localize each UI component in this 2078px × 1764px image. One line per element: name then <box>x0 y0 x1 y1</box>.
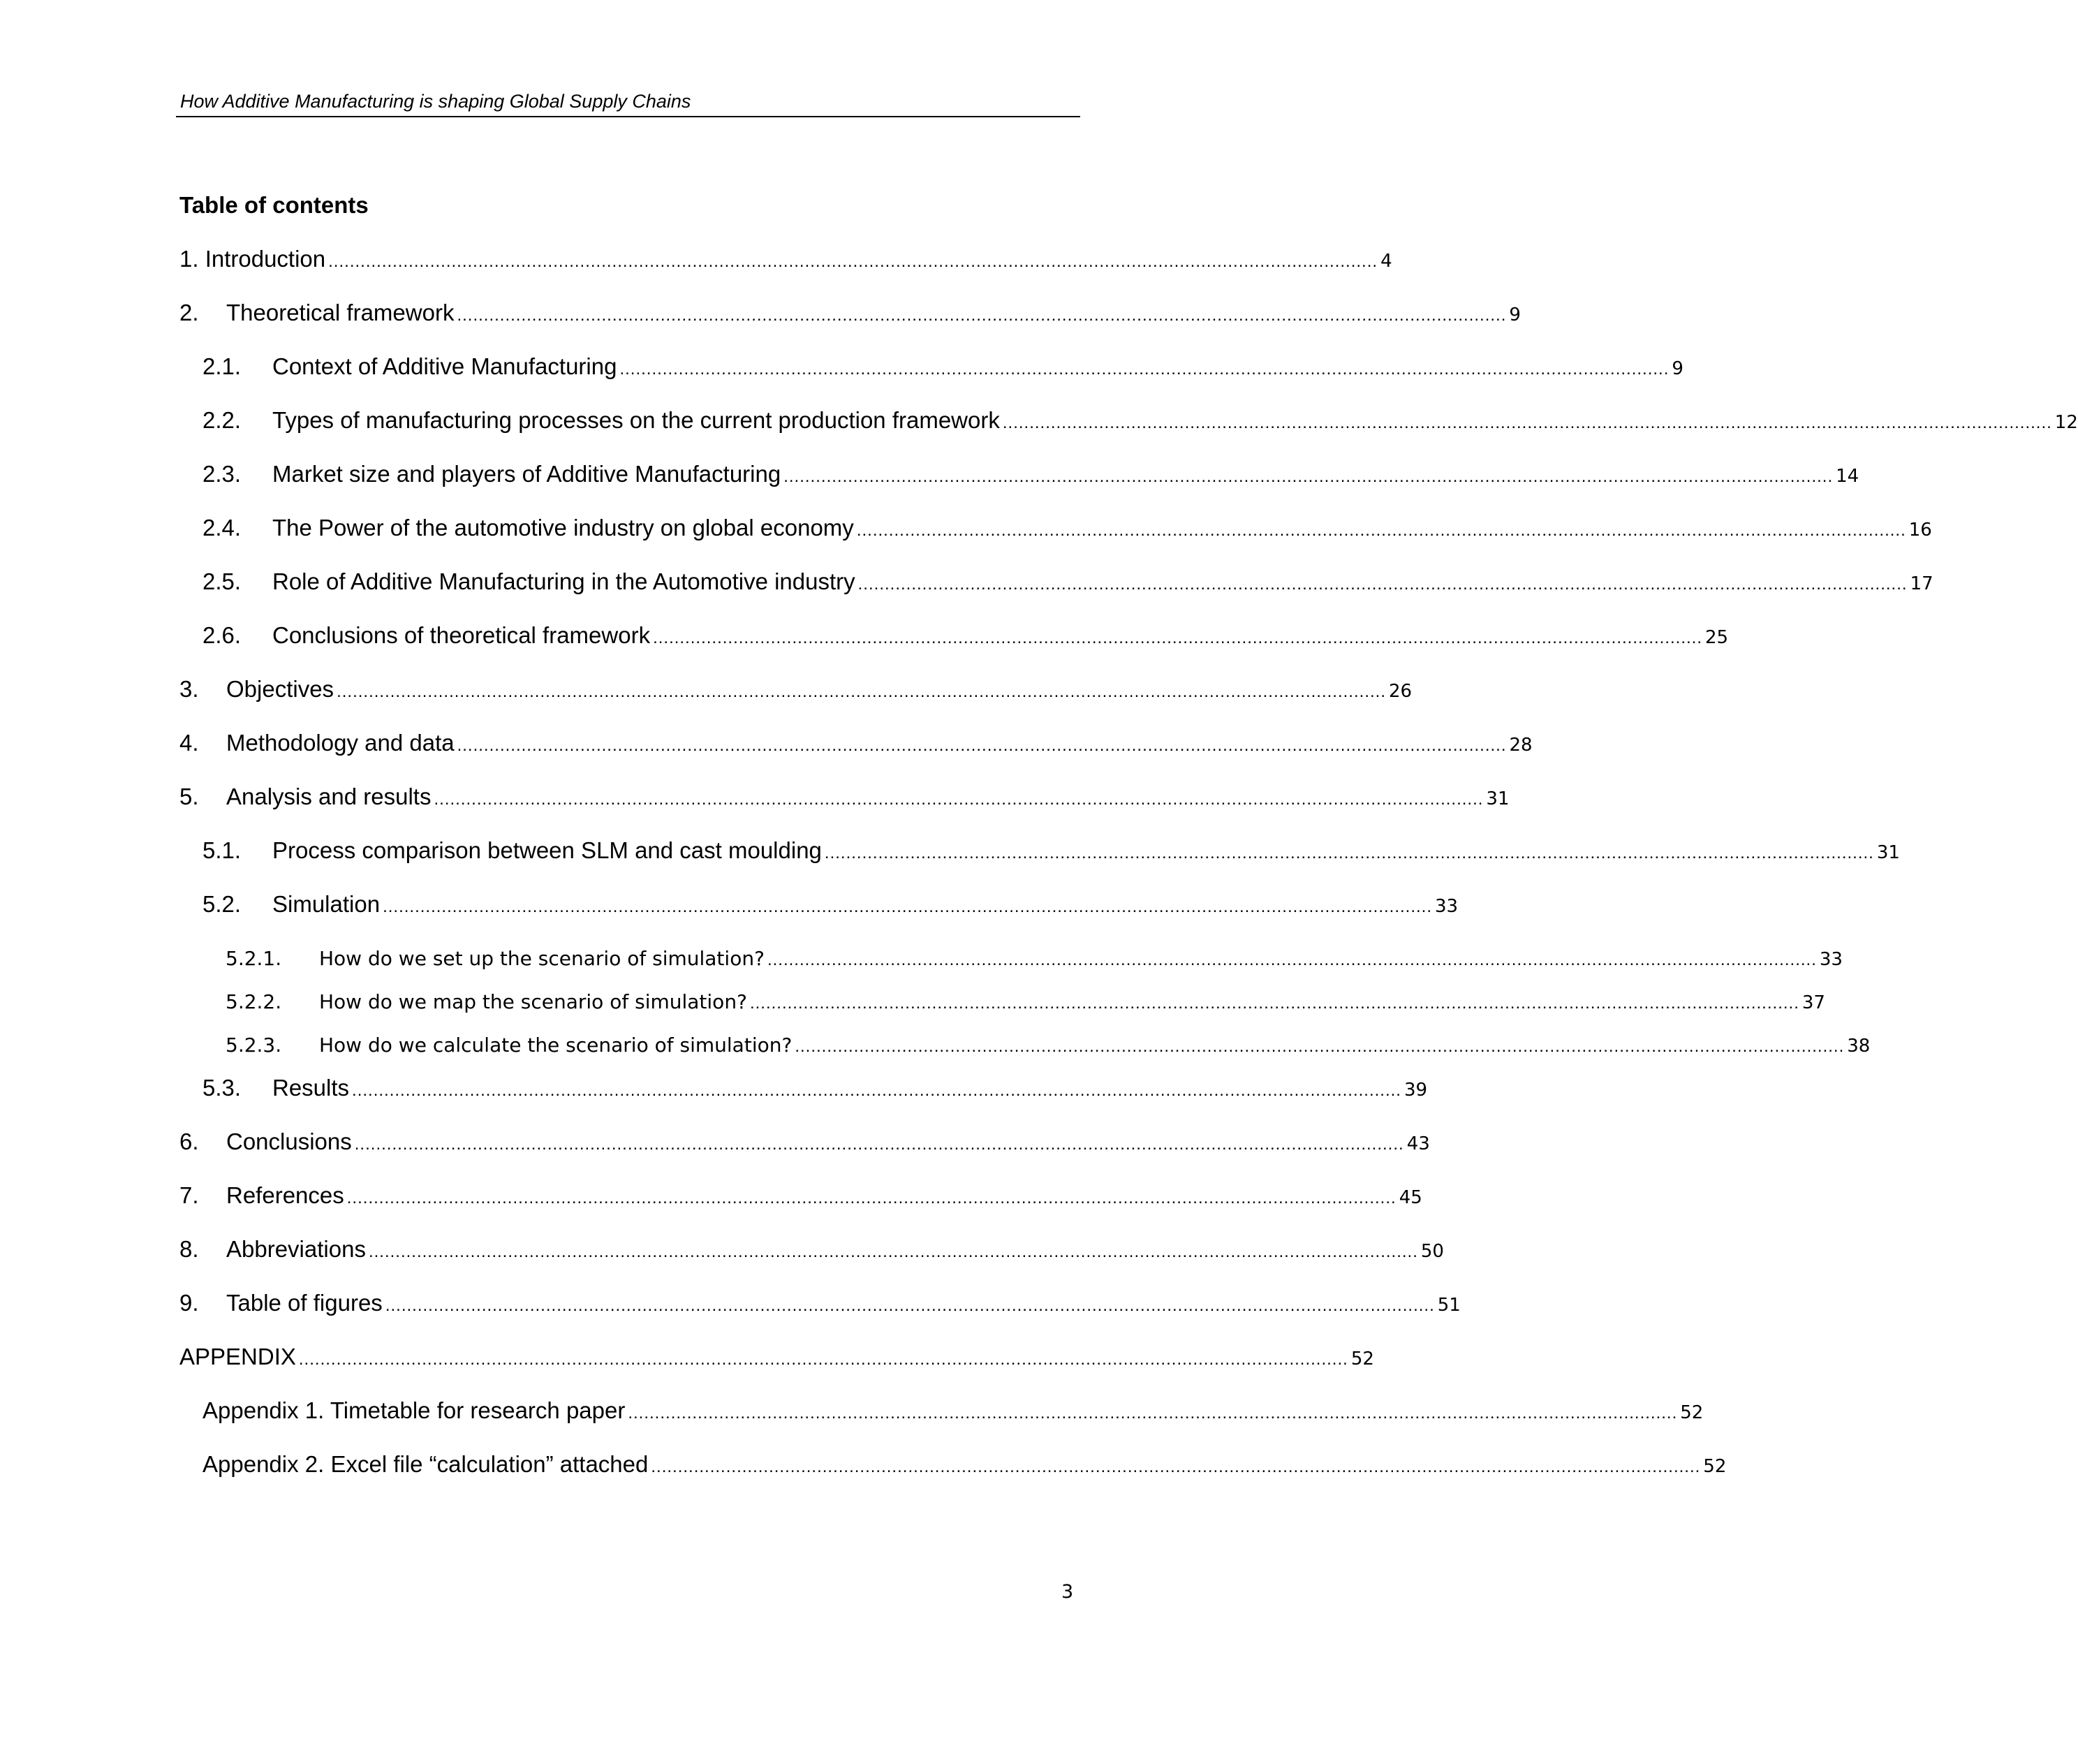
toc-entry-conclusions[interactable] <box>179 1129 1430 1159</box>
toc-entry-number: 2.3. <box>202 461 242 487</box>
toc-entry-page: 45 <box>1399 1187 1422 1208</box>
toc-entry-page: 16 <box>1908 520 1932 541</box>
toc-entry-conclusions-theoretical[interactable] <box>202 622 1729 653</box>
toc-entry-label: Objectives <box>226 676 334 702</box>
toc-dot-leader: .................................................................................................................................................................................................... <box>795 1037 1845 1056</box>
toc-entry-page: 26 <box>1388 681 1413 702</box>
toc-entry-label: Methodology and data <box>226 730 455 756</box>
toc-entry-page: 33 <box>1435 896 1459 917</box>
toc-entry-appendix-1[interactable] <box>202 1397 1704 1428</box>
toc-entry-number: 5.2.1. <box>226 947 282 970</box>
toc-entry-number: 5.2.3. <box>226 1034 282 1057</box>
toc-entry-label: Types of manufacturing processes on the current production framework <box>272 407 1000 433</box>
toc-entry-number: 2.5. <box>202 568 242 594</box>
toc-entry-results[interactable] <box>202 1075 1428 1105</box>
toc-dot-leader: .................................................................................................................................................................................................... <box>385 1296 1435 1315</box>
toc-entry-label: How do we map the scenario of simulation? <box>319 990 747 1013</box>
toc-entry-calculate-scenario[interactable] <box>226 1034 1871 1060</box>
toc-entry-number: 6. <box>179 1129 199 1154</box>
toc-entry-theoretical-framework[interactable] <box>179 300 1521 330</box>
toc-entry-appendix-2[interactable] <box>202 1451 1727 1482</box>
toc-entry-appendix[interactable] <box>179 1344 1374 1374</box>
toc-entry-label: Role of Additive Manufacturing in the Automotive industry <box>272 568 855 594</box>
toc-dot-leader: .................................................................................................................................................................................................... <box>457 306 1507 325</box>
toc-entry-types-processes[interactable] <box>202 407 2078 438</box>
toc-entry-page: 52 <box>1703 1456 1727 1477</box>
toc-dot-leader: .................................................................................................................................................................................................... <box>298 1350 1348 1369</box>
toc-entry-label: Conclusions of theoretical framework <box>272 622 651 648</box>
toc-entry-label: Process comparison between SLM and cast moulding <box>272 837 822 863</box>
toc-entry-page: 28 <box>1509 735 1533 756</box>
toc-entry-number: 7. <box>179 1182 199 1208</box>
toc-entry-label: Context of Additive Manufacturing <box>272 353 617 379</box>
toc-entry-label: Appendix 1. Timetable for research paper <box>202 1397 626 1423</box>
toc-entry-introduction[interactable] <box>179 246 1392 277</box>
toc-entry-references[interactable] <box>179 1182 1422 1213</box>
toc-entry-label: How do we calculate the scenario of simulation? <box>319 1034 793 1057</box>
toc-entry-page: 52 <box>1350 1348 1374 1369</box>
toc-entry-label: Theoretical framework <box>226 300 455 325</box>
toc-dot-leader: .................................................................................................................................................................................................... <box>368 1242 1418 1261</box>
toc-title: Table of contents <box>179 192 369 218</box>
toc-entry-page: 12 <box>2054 412 2078 433</box>
toc-entry-simulation[interactable] <box>202 891 1459 922</box>
toc-entry-table-of-figures[interactable] <box>179 1290 1461 1321</box>
page-number: 3 <box>1061 1581 1074 1603</box>
toc-dot-leader: .................................................................................................................................................................................................... <box>824 844 1874 862</box>
toc-entry-page: 25 <box>1705 627 1729 648</box>
toc-entry-automotive-power[interactable] <box>202 515 1932 545</box>
toc-entry-market-size[interactable] <box>202 461 1859 492</box>
toc-dot-leader: .................................................................................................................................................................................................... <box>783 467 1834 486</box>
toc-dot-leader: .................................................................................................................................................................................................... <box>619 360 1670 378</box>
toc-entry-label: References <box>226 1182 344 1208</box>
toc-entry-number: 8. <box>179 1236 199 1262</box>
toc-dot-leader: .................................................................................................................................................................................................... <box>628 1404 1678 1423</box>
toc-entry-label: Simulation <box>272 891 381 917</box>
toc-entry-process-comparison[interactable] <box>202 837 1900 868</box>
toc-entry-number: 5. <box>179 784 199 809</box>
toc-dot-leader: .................................................................................................................................................................................................... <box>354 1135 1404 1154</box>
toc-entry-page: 31 <box>1486 788 1510 809</box>
toc-entry-page: 51 <box>1437 1295 1461 1316</box>
toc-entry-label: Analysis and results <box>226 784 432 809</box>
toc-entry-label: Conclusions <box>226 1129 352 1154</box>
toc-entry-page: 9 <box>1672 358 1683 379</box>
toc-entry-number: 2.2. <box>202 407 242 433</box>
toc-entry-label: 1. Introduction <box>179 246 326 272</box>
toc-entry-page: 52 <box>1680 1402 1704 1423</box>
toc-entry-number: 9. <box>179 1290 199 1316</box>
toc-entry-page: 37 <box>1801 992 1825 1013</box>
toc-dot-leader: .................................................................................................................................................................................................... <box>346 1189 1397 1207</box>
toc-entry-number: 5.3. <box>202 1075 242 1101</box>
toc-entry-methodology[interactable] <box>179 730 1533 760</box>
toc-dot-leader: .................................................................................................................................................................................................... <box>328 252 1378 271</box>
toc-entry-label: The Power of the automotive industry on global economy <box>272 515 854 541</box>
toc-dot-leader: .................................................................................................................................................................................................... <box>767 950 1817 969</box>
toc-entry-number: 2.4. <box>202 515 242 541</box>
toc-dot-leader: .................................................................................................................................................................................................... <box>856 521 1906 540</box>
running-header-title: How Additive Manufacturing is shaping Global Supply Chains <box>180 91 691 112</box>
toc-dot-leader: .................................................................................................................................................................................................... <box>352 1081 1401 1100</box>
toc-dot-leader: .................................................................................................................................................................................................... <box>1002 413 2052 432</box>
toc-entry-page: 39 <box>1403 1080 1428 1101</box>
toc-dot-leader: .................................................................................................................................................................................................... <box>383 897 1432 916</box>
toc-entry-objectives[interactable] <box>179 676 1413 707</box>
toc-entry-abbreviations[interactable] <box>179 1236 1444 1267</box>
toc-entry-page: 38 <box>1847 1036 1871 1057</box>
toc-entry-number: 2.1. <box>202 353 242 379</box>
toc-entry-label: Abbreviations <box>226 1236 366 1262</box>
toc-entry-label: APPENDIX <box>179 1344 296 1369</box>
toc-entry-number: 3. <box>179 676 199 702</box>
toc-entry-number: 5.1. <box>202 837 242 863</box>
toc-entry-page: 50 <box>1420 1241 1444 1262</box>
toc-entry-label: Results <box>272 1075 350 1101</box>
toc-entry-page: 33 <box>1819 949 1843 970</box>
toc-entry-page: 31 <box>1876 842 1900 863</box>
toc-entry-number: 4. <box>179 730 199 756</box>
toc-entry-analysis-results[interactable] <box>179 784 1510 814</box>
toc-entry-number: 5.2.2. <box>226 990 282 1013</box>
toc-dot-leader: .................................................................................................................................................................................................... <box>651 1457 1701 1476</box>
toc-dot-leader: .................................................................................................................................................................................................... <box>457 736 1507 755</box>
toc-dot-leader: .................................................................................................................................................................................................... <box>337 682 1386 701</box>
toc-entry-label: Market size and players of Additive Manufacturing <box>272 461 781 487</box>
toc-entry-role-am-automotive[interactable] <box>202 568 1933 599</box>
toc-entry-map-scenario[interactable] <box>226 990 1825 1017</box>
toc-entry-page: 43 <box>1406 1133 1430 1154</box>
toc-entry-page: 4 <box>1380 251 1392 272</box>
toc-entry-page: 14 <box>1836 466 1859 487</box>
toc-entry-context-am[interactable] <box>202 353 1683 384</box>
toc-entry-label: Appendix 2. Excel file “calculation” attached <box>202 1451 649 1477</box>
toc-entry-number: 5.2. <box>202 891 242 917</box>
toc-dot-leader: .................................................................................................................................................................................................... <box>434 790 1484 809</box>
toc-entry-number: 2. <box>179 300 199 325</box>
toc-dot-leader: .................................................................................................................................................................................................... <box>857 575 1908 594</box>
toc-dot-leader: .................................................................................................................................................................................................... <box>653 629 1702 647</box>
toc-entry-page: 17 <box>1910 573 1933 594</box>
toc-entry-number: 2.6. <box>202 622 242 648</box>
toc-dot-leader: .................................................................................................................................................................................................... <box>749 994 1799 1013</box>
toc-entry-setup-scenario[interactable] <box>226 947 1843 973</box>
toc-entry-label: Table of figures <box>226 1290 383 1316</box>
toc-entry-label: How do we set up the scenario of simulation? <box>319 947 765 970</box>
toc-entry-page: 9 <box>1509 304 1521 325</box>
